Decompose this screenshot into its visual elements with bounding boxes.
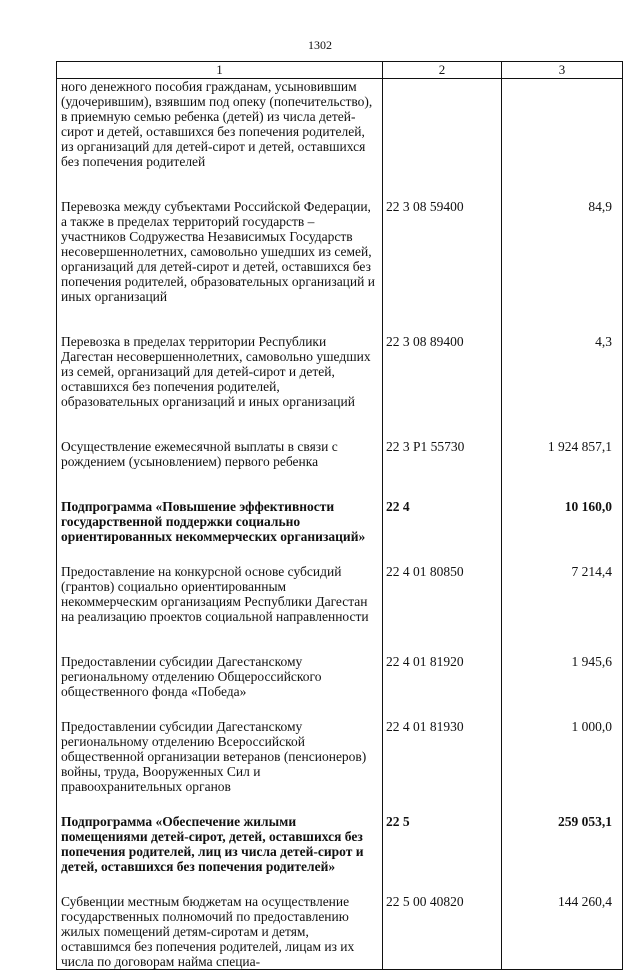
row-amount: 10 160,0 <box>502 499 623 544</box>
row-description: Осуществление ежемесячной выплаты в связи с рождением (усыновлением) первого ребенка <box>57 439 383 469</box>
column-header-2: 2 <box>383 62 502 79</box>
row-description: ного денежного пособия гражданам, усыновившим (удочерившим), взявшим под опеку (попечительство), в приемную семью ребенка (детей) из числа детей-сирот и детей, оставшихся без попечения родителей, из организаций для детей-сирот и детей, оставшихся без попечения родителей <box>57 79 383 170</box>
budget-table <box>56 61 623 970</box>
row-code: 22 4 <box>383 499 502 544</box>
row-amount: 7 214,4 <box>502 564 623 624</box>
row-amount: 84,9 <box>502 199 623 304</box>
subprogram-row <box>57 814 623 874</box>
row-spacer <box>57 624 623 654</box>
row-code: 22 3 08 89400 <box>383 334 502 409</box>
table-header-row <box>57 62 623 79</box>
row-code: 22 5 00 40820 <box>383 894 502 970</box>
table-row <box>57 439 623 469</box>
table-row <box>57 654 623 699</box>
row-amount: 4,3 <box>502 334 623 409</box>
row-description: Субвенции местным бюджетам на осуществление государственных полномочий по предоставлению жилых помещений детям-сиротам и детям, оставшимся без попечения родителей, лицам из их числа по договорам найма специа- <box>57 894 383 970</box>
row-code: 22 4 01 81930 <box>383 719 502 794</box>
row-amount: 144 260,4 <box>502 894 623 970</box>
row-spacer <box>57 794 623 814</box>
row-spacer <box>57 544 623 564</box>
row-spacer <box>57 699 623 719</box>
table-row <box>57 199 623 304</box>
row-amount: 259 053,1 <box>502 814 623 874</box>
table-row <box>57 894 623 970</box>
row-description: Подпрограмма «Обеспечение жилыми помещениями детей-сирот, детей, оставшихся без попечения родителей, лиц из числа детей-сирот и детей, оставшихся без попечения родителей» <box>57 814 383 874</box>
row-description: Перевозка в пределах территории Республики Дагестан несовершеннолетних, самовольно ушедших из семей, организаций для детей-сирот и детей, оставшихся без попечения родителей, образовательных организаций и иных организаций <box>57 334 383 409</box>
row-description: Предоставлении субсидии Дагестанскому региональному отделению Всероссийской общественной организации ветеранов (пенсионеров) войны, труда, Вооруженных Сил и правоохранительных органов <box>57 719 383 794</box>
row-code: 22 4 01 81920 <box>383 654 502 699</box>
table-row <box>57 79 623 170</box>
table-row <box>57 719 623 794</box>
column-header-1: 1 <box>57 62 383 79</box>
row-amount: 1 000,0 <box>502 719 623 794</box>
row-code: 22 3 08 59400 <box>383 199 502 304</box>
subprogram-row <box>57 499 623 544</box>
row-code <box>383 79 502 170</box>
row-code: 22 4 01 80850 <box>383 564 502 624</box>
row-description: Предоставлении субсидии Дагестанскому региональному отделению Общероссийского общественного фонда «Победа» <box>57 654 383 699</box>
row-spacer <box>57 409 623 439</box>
table-row <box>57 334 623 409</box>
row-amount: 1 945,6 <box>502 654 623 699</box>
row-spacer <box>57 169 623 199</box>
table-row <box>57 564 623 624</box>
column-header-3: 3 <box>502 62 623 79</box>
row-spacer <box>57 874 623 894</box>
page-number: 1302 <box>308 38 332 52</box>
row-description: Перевозка между субъектами Российской Федерации, а также в пределах территорий государств – участников Содружества Независимых Государств несовершеннолетних, самовольно ушедших из семей, организаций для детей-сирот и детей, оставшихся без попечения родителей, образовательных организаций и иных организаций <box>57 199 383 304</box>
row-spacer <box>57 304 623 334</box>
row-amount <box>502 79 623 170</box>
row-description: Предоставление на конкурсной основе субсидий (грантов) социально ориентированным некоммерческим организациям Республики Дагестан на реализацию проектов социальной направленности <box>57 564 383 624</box>
row-code: 22 3 P1 55730 <box>383 439 502 469</box>
row-amount: 1 924 857,1 <box>502 439 623 469</box>
row-description: Подпрограмма «Повышение эффективности государственной поддержки социально ориентированных некоммерческих организаций» <box>57 499 383 544</box>
row-code: 22 5 <box>383 814 502 874</box>
row-spacer <box>57 469 623 499</box>
